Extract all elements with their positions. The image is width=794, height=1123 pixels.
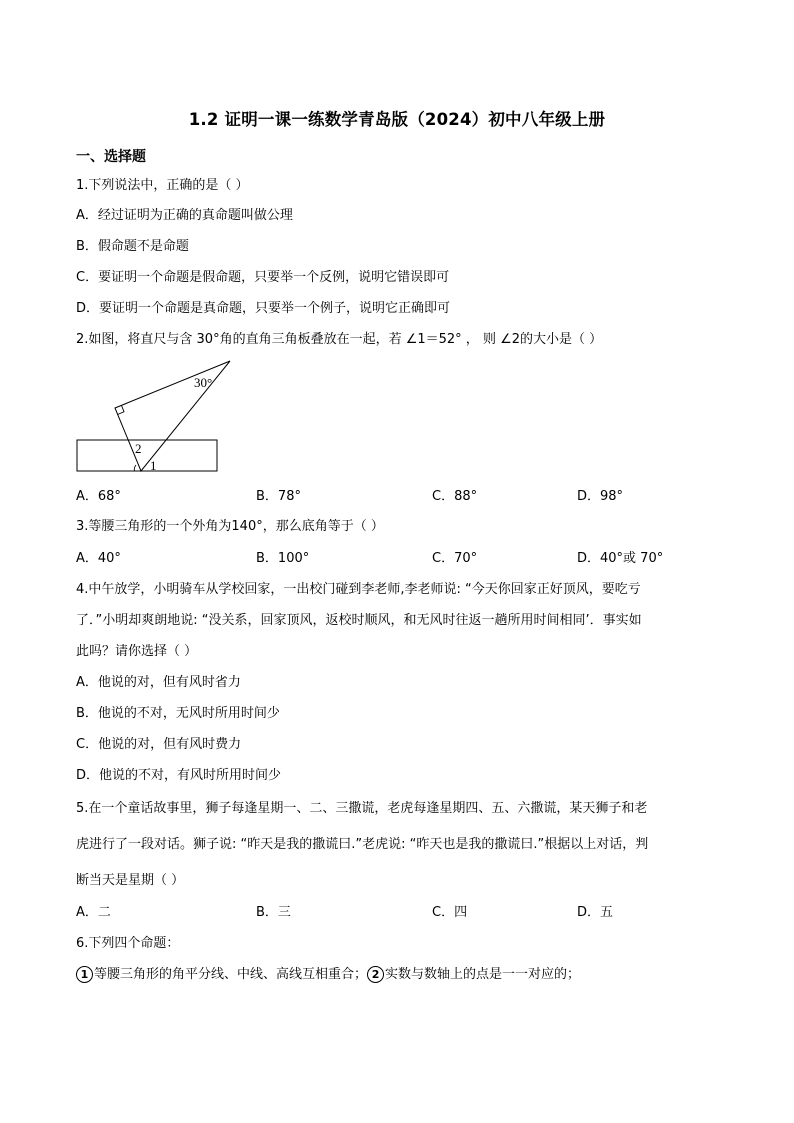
question-6-item-1: 等腰三角形的角平分线、中线、高线互相重合； bbox=[94, 967, 368, 982]
question-4-stem-line-3: 此吗？请你选择（ ） bbox=[76, 644, 198, 659]
question-5-option-a: A．二 bbox=[76, 905, 111, 920]
question-1-option-b: B．假命题不是命题 bbox=[76, 239, 189, 254]
angle-1-arc bbox=[134, 465, 136, 471]
question-6-stem: 6.下列四个命题： bbox=[76, 936, 180, 951]
question-5-stem-line-1: 5.在一个童话故事里，狮子每逢星期一、二、三撒谎，老虎每逢星期四、五、六撒谎，某天狮子和老 bbox=[76, 801, 648, 816]
question-5-option-b: B．三 bbox=[256, 905, 291, 920]
question-5-option-c: C．四 bbox=[432, 905, 468, 920]
question-1-option-c: C．要证明一个命题是假命题，只要举一个反例，说明它错误即可 bbox=[76, 270, 450, 285]
question-6-item-2: 实数与数轴上的点是一一对应的； bbox=[385, 967, 581, 982]
ruler-triangle-figure bbox=[74, 358, 234, 476]
question-2-option-a: A．68° bbox=[76, 489, 121, 504]
question-2-option-d: D．98° bbox=[577, 489, 624, 504]
angle-30-label: 30° bbox=[194, 375, 213, 390]
question-1-stem: 1.下列说法中，正确的是（ ） bbox=[76, 178, 249, 193]
question-1-option-d: D．要证明一个命题是真命题，只要举一个例子，说明它正确即可 bbox=[76, 301, 451, 316]
question-6-items bbox=[76, 966, 580, 984]
question-3-option-c: C．70° bbox=[432, 551, 478, 566]
question-2-stem: 2.如图，将直尺与含 30°角的直角三角板叠放在一起，若 ∠1＝52° ， 则 ∠2的大小是（ ） bbox=[76, 332, 603, 347]
question-3-option-b: B．100° bbox=[256, 551, 310, 566]
question-4-option-b: B．他说的不对，无风时所用时间少 bbox=[76, 706, 280, 721]
question-4-stem-line-2: 了．”小明却爽朗地说: “没关系，回家顶风，返校时顺风，和无风时往返一趟所用时间相同’．事实如 bbox=[76, 613, 642, 628]
question-5-option-d: D．五 bbox=[577, 905, 614, 920]
angle-2-label: 2 bbox=[135, 441, 142, 456]
question-2-option-b: B．78° bbox=[256, 489, 301, 504]
question-5-stem-line-2: 虎进行了一段对话。狮子说: “昨天是我的撒谎曰.”老虎说: “昨天也是我的撒谎曰.”根据以上对话，判 bbox=[76, 837, 649, 852]
page-title: 1.2 证明一课一练数学青岛版（2024）初中八年级上册 bbox=[188, 110, 606, 129]
circled-number-1: 1 bbox=[76, 966, 93, 983]
question-3-stem: 3.等腰三角形的一个外角为140°，那么底角等于（ ） bbox=[76, 519, 384, 534]
question-4-option-a: A．他说的对，但有风时省力 bbox=[76, 675, 241, 690]
circled-number-2: 2 bbox=[367, 966, 384, 983]
question-3-option-d: D．40°或 70° bbox=[577, 551, 664, 566]
question-1-option-a: A．经过证明为正确的真命题叫做公理 bbox=[76, 208, 293, 223]
question-2-option-c: C．88° bbox=[432, 489, 478, 504]
angle-1-label: 1 bbox=[150, 458, 157, 473]
triangle-shape bbox=[115, 361, 230, 471]
question-5-stem-line-3: 断当天是星期（ ） bbox=[76, 873, 185, 888]
question-4-stem-line-1: 4.中午放学，小明骑车从学校回家，一出校门碰到李老师,李老师说: “今天你回家正好顶风，要吃亏 bbox=[76, 582, 641, 597]
ruler-shape bbox=[77, 440, 217, 471]
question-3-option-a: A．40° bbox=[76, 551, 121, 566]
question-4-option-c: C．他说的对，但有风时费力 bbox=[76, 737, 242, 752]
section-heading: 一、选择题 bbox=[76, 149, 146, 165]
question-4-option-d: D．他说的不对，有风时所用时间少 bbox=[76, 768, 282, 783]
